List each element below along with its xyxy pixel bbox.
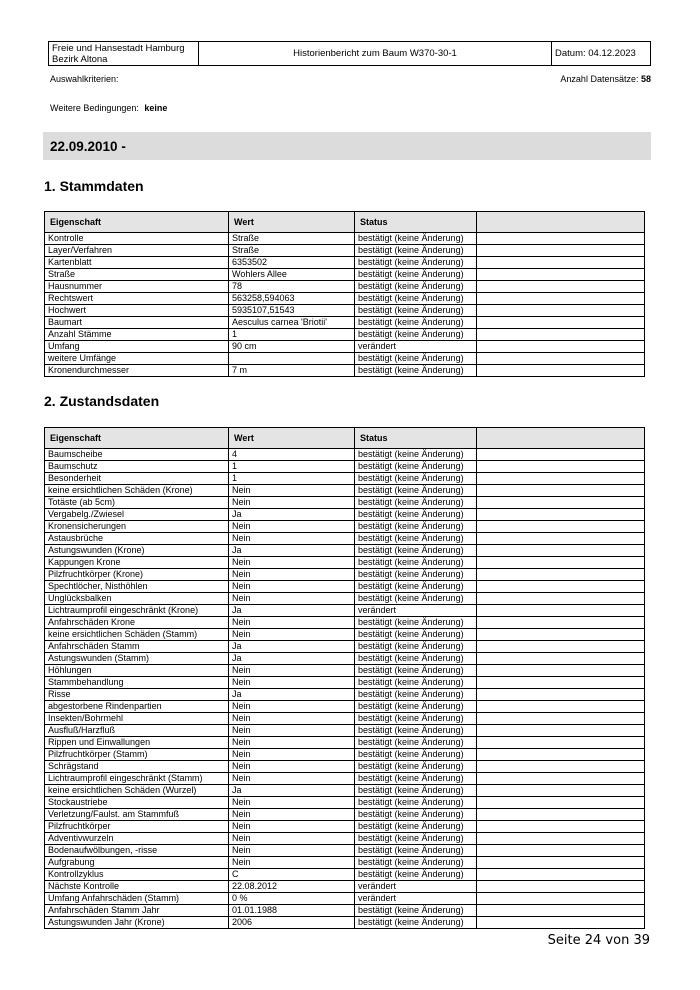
cell-value: Nein — [229, 521, 355, 533]
table-row — [45, 257, 645, 269]
table-row — [45, 473, 645, 485]
cell-value: Nein — [229, 665, 355, 677]
table-row — [45, 533, 645, 545]
cell-extra — [477, 341, 645, 353]
cell-value: Ja — [229, 653, 355, 665]
cell-property: Kronendurchmesser — [45, 365, 229, 377]
table-row — [45, 557, 645, 569]
cell-value: Nein — [229, 809, 355, 821]
cell-extra — [477, 473, 645, 485]
cell-property: Straße — [45, 269, 229, 281]
cell-value: 7 m — [229, 365, 355, 377]
cell-value: Nein — [229, 773, 355, 785]
cell-status: bestätigt (keine Änderung) — [355, 821, 477, 833]
cell-property: Aufgrabung — [45, 857, 229, 869]
cell-status: bestätigt (keine Änderung) — [355, 833, 477, 845]
table-row — [45, 905, 645, 917]
cell-status: bestätigt (keine Änderung) — [355, 497, 477, 509]
cell-value: Straße — [229, 233, 355, 245]
table-header-row — [45, 428, 645, 449]
cell-property: Totäste (ab 5cm) — [45, 497, 229, 509]
cell-extra — [477, 257, 645, 269]
cell-extra — [477, 665, 645, 677]
cell-status: bestätigt (keine Änderung) — [355, 485, 477, 497]
cell-status: verändert — [355, 341, 477, 353]
cell-status: bestätigt (keine Änderung) — [355, 653, 477, 665]
table-row — [45, 245, 645, 257]
cell-extra — [477, 857, 645, 869]
record-count-label: Anzahl Datensätze: — [560, 74, 639, 84]
cell-status: bestätigt (keine Änderung) — [355, 569, 477, 581]
cell-status: bestätigt (keine Änderung) — [355, 473, 477, 485]
cell-status: bestätigt (keine Änderung) — [355, 761, 477, 773]
cell-value: Nein — [229, 533, 355, 545]
table-row — [45, 521, 645, 533]
table-header-row — [45, 212, 645, 233]
cell-status: bestätigt (keine Änderung) — [355, 317, 477, 329]
cell-property: Vergabelg./Zwiesel — [45, 509, 229, 521]
table-row — [45, 605, 645, 617]
cell-extra — [477, 233, 645, 245]
section-title-zustandsdaten: 2. Zustandsdaten — [44, 393, 160, 409]
cell-property: Astungswunden (Krone) — [45, 545, 229, 557]
cell-extra — [477, 581, 645, 593]
cell-status: bestätigt (keine Änderung) — [355, 665, 477, 677]
cell-property: Hochwert — [45, 305, 229, 317]
cell-extra — [477, 521, 645, 533]
table-row — [45, 917, 645, 929]
cell-property: Anfahrschäden Krone — [45, 617, 229, 629]
cell-value: 4 — [229, 449, 355, 461]
cell-value: Nein — [229, 833, 355, 845]
cell-extra — [477, 845, 645, 857]
cell-extra — [477, 833, 645, 845]
cell-property: Baumscheibe — [45, 449, 229, 461]
cell-status: bestätigt (keine Änderung) — [355, 557, 477, 569]
cell-status: bestätigt (keine Änderung) — [355, 641, 477, 653]
criteria-label: Auswahlkriterien: — [50, 74, 119, 84]
cell-value: Nein — [229, 737, 355, 749]
cell-value: Nein — [229, 593, 355, 605]
column-header-extra — [477, 428, 645, 449]
cell-value: Ja — [229, 605, 355, 617]
cell-value: Nein — [229, 749, 355, 761]
column-header-extra — [477, 212, 645, 233]
report-title: Historienbericht zum Baum W370-30-1 — [199, 42, 552, 65]
cell-status: bestätigt (keine Änderung) — [355, 845, 477, 857]
cell-value: Nein — [229, 485, 355, 497]
table-row — [45, 581, 645, 593]
cell-value — [229, 353, 355, 365]
cell-property: Pilzfruchtkörper (Krone) — [45, 569, 229, 581]
cell-status: bestätigt (keine Änderung) — [355, 521, 477, 533]
cell-status: bestätigt (keine Änderung) — [355, 593, 477, 605]
table-row — [45, 797, 645, 809]
table-row — [45, 725, 645, 737]
cell-status: bestätigt (keine Änderung) — [355, 809, 477, 821]
table-row — [45, 869, 645, 881]
cell-status: bestätigt (keine Änderung) — [355, 245, 477, 257]
cell-extra — [477, 785, 645, 797]
cell-property: Ausfluß/Harzfluß — [45, 725, 229, 737]
cell-property: Risse — [45, 689, 229, 701]
cell-extra — [477, 269, 645, 281]
table-row — [45, 677, 645, 689]
cell-property: Stockaustriebe — [45, 797, 229, 809]
table-row — [45, 689, 645, 701]
cell-status: bestätigt (keine Änderung) — [355, 857, 477, 869]
cell-value: 0 % — [229, 893, 355, 905]
organization-cell — [49, 42, 199, 65]
cell-value: Aesculus carnea 'Briotii' — [229, 317, 355, 329]
cell-property: Bodenaufwölbungen, -risse — [45, 845, 229, 857]
cell-status: bestätigt (keine Änderung) — [355, 545, 477, 557]
cell-extra — [477, 749, 645, 761]
cell-property: Verletzung/Faulst. am Stammfuß — [45, 809, 229, 821]
cell-value: Nein — [229, 857, 355, 869]
cell-status: verändert — [355, 881, 477, 893]
cell-extra — [477, 245, 645, 257]
cell-extra — [477, 917, 645, 929]
cell-status: bestätigt (keine Änderung) — [355, 461, 477, 473]
cell-status: bestätigt (keine Änderung) — [355, 713, 477, 725]
cell-extra — [477, 689, 645, 701]
organization-name: Freie und Hansestadt Hamburg — [52, 42, 185, 54]
cell-value: 1 — [229, 461, 355, 473]
table-row — [45, 641, 645, 653]
cell-extra — [477, 629, 645, 641]
cell-extra — [477, 317, 645, 329]
table-row — [45, 881, 645, 893]
cell-property: Schrägstand — [45, 761, 229, 773]
cell-property: Rechtswert — [45, 293, 229, 305]
cell-property: Stammbehandlung — [45, 677, 229, 689]
cell-value: Ja — [229, 689, 355, 701]
selection-criteria — [50, 74, 651, 84]
cell-extra — [477, 329, 645, 341]
table-row — [45, 341, 645, 353]
column-header-property: Eigenschaft — [45, 428, 229, 449]
conditions-value: keine — [144, 103, 168, 113]
cell-status: bestätigt (keine Änderung) — [355, 581, 477, 593]
cell-status: bestätigt (keine Änderung) — [355, 353, 477, 365]
cell-status: bestätigt (keine Änderung) — [355, 701, 477, 713]
cell-value: Nein — [229, 581, 355, 593]
cell-status: bestätigt (keine Änderung) — [355, 365, 477, 377]
cell-status: bestätigt (keine Änderung) — [355, 449, 477, 461]
cell-extra — [477, 713, 645, 725]
table-row — [45, 665, 645, 677]
cell-status: bestätigt (keine Änderung) — [355, 677, 477, 689]
cell-property: Anzahl Stämme — [45, 329, 229, 341]
cell-status: bestätigt (keine Änderung) — [355, 785, 477, 797]
cell-status: bestätigt (keine Änderung) — [355, 749, 477, 761]
cell-extra — [477, 641, 645, 653]
table-row — [45, 293, 645, 305]
cell-property: abgestorbene Rindenpartien — [45, 701, 229, 713]
table-row — [45, 785, 645, 797]
cell-extra — [477, 881, 645, 893]
table-row — [45, 545, 645, 557]
cell-value: 1 — [229, 473, 355, 485]
district-name: Bezirk Altona — [52, 53, 108, 65]
cell-extra — [477, 677, 645, 689]
table-row — [45, 317, 645, 329]
cell-extra — [477, 461, 645, 473]
cell-value: Ja — [229, 785, 355, 797]
stammdaten-table — [44, 211, 645, 377]
table-row — [45, 833, 645, 845]
cell-property: Umfang Anfahrschäden (Stamm) — [45, 893, 229, 905]
cell-property: Kappungen Krone — [45, 557, 229, 569]
cell-value: 2006 — [229, 917, 355, 929]
conditions-label: Weitere Bedingungen: — [50, 103, 139, 113]
cell-property: Lichtraumprofil eingeschränkt (Stamm) — [45, 773, 229, 785]
cell-status: bestätigt (keine Änderung) — [355, 773, 477, 785]
cell-extra — [477, 497, 645, 509]
cell-value: Straße — [229, 245, 355, 257]
cell-property: Nächste Kontrolle — [45, 881, 229, 893]
date-range-band: 22.09.2010 - — [43, 132, 651, 160]
cell-value: Nein — [229, 713, 355, 725]
cell-property: Rippen und Einwallungen — [45, 737, 229, 749]
table-row — [45, 857, 645, 869]
table-row — [45, 449, 645, 461]
cell-value: 90 cm — [229, 341, 355, 353]
cell-status: bestätigt (keine Änderung) — [355, 737, 477, 749]
table-row — [45, 737, 645, 749]
cell-property: Anfahrschäden Stamm — [45, 641, 229, 653]
cell-value: Ja — [229, 509, 355, 521]
table-row — [45, 461, 645, 473]
table-row — [45, 629, 645, 641]
table-row — [45, 269, 645, 281]
cell-extra — [477, 773, 645, 785]
table-row — [45, 701, 645, 713]
cell-extra — [477, 893, 645, 905]
cell-property: Hausnummer — [45, 281, 229, 293]
table-row — [45, 653, 645, 665]
cell-status: bestätigt (keine Änderung) — [355, 725, 477, 737]
further-conditions — [50, 103, 167, 113]
cell-property: Adventivwurzeln — [45, 833, 229, 845]
table-row — [45, 509, 645, 521]
table-row — [45, 365, 645, 377]
cell-extra — [477, 737, 645, 749]
table-row — [45, 593, 645, 605]
cell-extra — [477, 557, 645, 569]
table-row — [45, 773, 645, 785]
cell-property: Anfahrschäden Stamm Jahr — [45, 905, 229, 917]
cell-extra — [477, 305, 645, 317]
cell-value: Wohlers Allee — [229, 269, 355, 281]
table-row — [45, 497, 645, 509]
table-row — [45, 893, 645, 905]
cell-value: Nein — [229, 497, 355, 509]
cell-extra — [477, 761, 645, 773]
cell-property: Baumschutz — [45, 461, 229, 473]
cell-status: verändert — [355, 893, 477, 905]
cell-value: 01.01.1988 — [229, 905, 355, 917]
cell-status: bestätigt (keine Änderung) — [355, 269, 477, 281]
cell-status: bestätigt (keine Änderung) — [355, 629, 477, 641]
cell-value: 563258,594063 — [229, 293, 355, 305]
cell-extra — [477, 509, 645, 521]
cell-value: 5935107,51543 — [229, 305, 355, 317]
section-title-stammdaten: 1. Stammdaten — [44, 178, 144, 194]
table-row — [45, 281, 645, 293]
cell-extra — [477, 281, 645, 293]
page-number: Seite 24 von 39 — [547, 933, 650, 948]
cell-property: Unglücksbalken — [45, 593, 229, 605]
cell-extra — [477, 593, 645, 605]
cell-status: bestätigt (keine Änderung) — [355, 329, 477, 341]
cell-status: bestätigt (keine Änderung) — [355, 533, 477, 545]
cell-status: bestätigt (keine Änderung) — [355, 905, 477, 917]
table-row — [45, 809, 645, 821]
cell-value: Nein — [229, 797, 355, 809]
column-header-value: Wert — [229, 428, 355, 449]
table-row — [45, 233, 645, 245]
cell-extra — [477, 617, 645, 629]
cell-value: 22.08.2012 — [229, 881, 355, 893]
table-row — [45, 761, 645, 773]
cell-value: Nein — [229, 701, 355, 713]
cell-property: Spechtlöcher, Nisthöhlen — [45, 581, 229, 593]
cell-property: weitere Umfänge — [45, 353, 229, 365]
cell-property: Pilzfruchtkörper — [45, 821, 229, 833]
table-row — [45, 845, 645, 857]
table-row — [45, 353, 645, 365]
cell-property: Kontrolle — [45, 233, 229, 245]
cell-extra — [477, 653, 645, 665]
cell-value: Nein — [229, 617, 355, 629]
cell-extra — [477, 545, 645, 557]
record-count-value: 58 — [640, 74, 651, 84]
cell-status: bestätigt (keine Änderung) — [355, 233, 477, 245]
column-header-status: Status — [355, 212, 477, 233]
cell-status: bestätigt (keine Änderung) — [355, 305, 477, 317]
cell-status: bestätigt (keine Änderung) — [355, 689, 477, 701]
report-date: Datum: 04.12.2023 — [555, 48, 636, 59]
cell-status: bestätigt (keine Änderung) — [355, 257, 477, 269]
table-row — [45, 749, 645, 761]
column-header-value: Wert — [229, 212, 355, 233]
cell-property: keine ersichtlichen Schäden (Wurzel) — [45, 785, 229, 797]
table-row — [45, 713, 645, 725]
cell-property: Astungswunden Jahr (Krone) — [45, 917, 229, 929]
table-row — [45, 821, 645, 833]
cell-status: bestätigt (keine Änderung) — [355, 617, 477, 629]
cell-value: Nein — [229, 761, 355, 773]
cell-value: Ja — [229, 545, 355, 557]
column-header-status: Status — [355, 428, 477, 449]
cell-extra — [477, 605, 645, 617]
cell-extra — [477, 533, 645, 545]
cell-value: Nein — [229, 845, 355, 857]
cell-extra — [477, 569, 645, 581]
cell-value: Nein — [229, 725, 355, 737]
cell-property: keine ersichtlichen Schäden (Krone) — [45, 485, 229, 497]
cell-property: Astungswunden (Stamm) — [45, 653, 229, 665]
cell-value: Ja — [229, 641, 355, 653]
cell-property: Kontrollzyklus — [45, 869, 229, 881]
cell-property: Astausbrüche — [45, 533, 229, 545]
cell-property: Besonderheit — [45, 473, 229, 485]
cell-value: Nein — [229, 557, 355, 569]
cell-extra — [477, 293, 645, 305]
table-row — [45, 329, 645, 341]
cell-extra — [477, 869, 645, 881]
cell-status: bestätigt (keine Änderung) — [355, 293, 477, 305]
zustandsdaten-table — [44, 427, 645, 929]
report-header — [48, 41, 651, 66]
cell-status: bestätigt (keine Änderung) — [355, 869, 477, 881]
column-header-property: Eigenschaft — [45, 212, 229, 233]
cell-value: 78 — [229, 281, 355, 293]
cell-property: Umfang — [45, 341, 229, 353]
cell-status: verändert — [355, 605, 477, 617]
table-row — [45, 617, 645, 629]
cell-property: Layer/Verfahren — [45, 245, 229, 257]
cell-extra — [477, 365, 645, 377]
cell-value: Nein — [229, 629, 355, 641]
cell-extra — [477, 449, 645, 461]
cell-property: Insekten/Bohrmehl — [45, 713, 229, 725]
cell-value: 1 — [229, 329, 355, 341]
cell-extra — [477, 353, 645, 365]
cell-extra — [477, 905, 645, 917]
cell-property: keine ersichtlichen Schäden (Stamm) — [45, 629, 229, 641]
cell-property: Kartenblatt — [45, 257, 229, 269]
table-row — [45, 569, 645, 581]
cell-value: Nein — [229, 569, 355, 581]
cell-extra — [477, 485, 645, 497]
record-count — [560, 74, 651, 84]
table-row — [45, 305, 645, 317]
cell-status: bestätigt (keine Änderung) — [355, 797, 477, 809]
cell-property: Pilzfruchtkörper (Stamm) — [45, 749, 229, 761]
cell-value: Nein — [229, 821, 355, 833]
cell-property: Lichtraumprofil eingeschränkt (Krone) — [45, 605, 229, 617]
cell-property: Kronensicherungen — [45, 521, 229, 533]
cell-extra — [477, 821, 645, 833]
cell-extra — [477, 797, 645, 809]
cell-value: C — [229, 869, 355, 881]
cell-value: 6353502 — [229, 257, 355, 269]
cell-property: Höhlungen — [45, 665, 229, 677]
cell-extra — [477, 809, 645, 821]
cell-value: Nein — [229, 677, 355, 689]
cell-extra — [477, 725, 645, 737]
cell-property: Baumart — [45, 317, 229, 329]
table-row — [45, 485, 645, 497]
cell-status: bestätigt (keine Änderung) — [355, 281, 477, 293]
cell-extra — [477, 701, 645, 713]
cell-status: bestätigt (keine Änderung) — [355, 917, 477, 929]
cell-status: bestätigt (keine Änderung) — [355, 509, 477, 521]
